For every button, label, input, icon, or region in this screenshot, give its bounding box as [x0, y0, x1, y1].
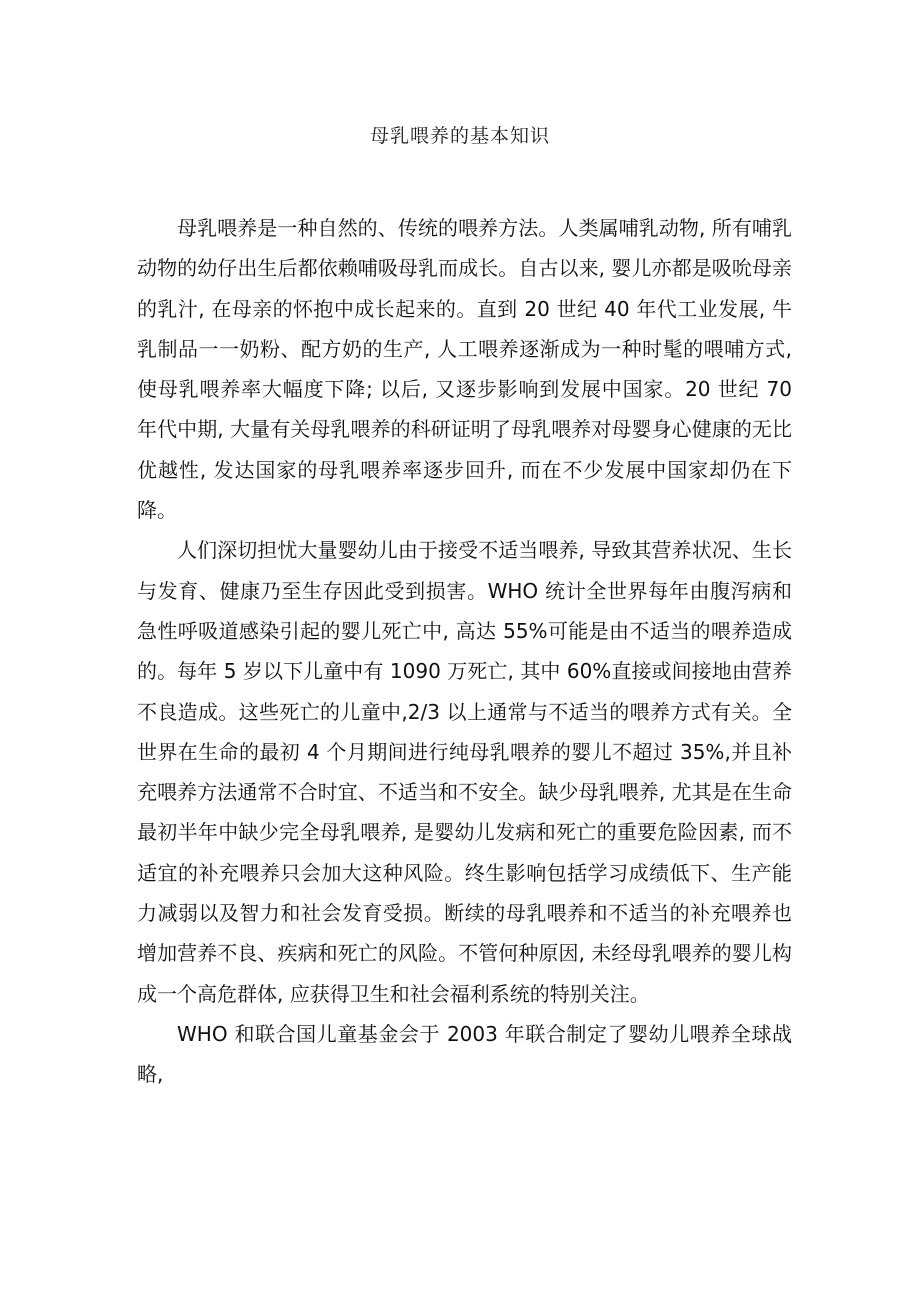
document-body	[137, 208, 792, 1095]
paragraph-global-strategy: WHO 和联合国儿童基金会于 2003 年联合制定了婴幼儿喂养全球战略,	[137, 1021, 792, 1087]
document-title: 母乳喂养的基本知识	[369, 125, 550, 147]
paragraph-risks: 人们深切担忧大量婴幼儿由于接受不适当喂养, 导致其营养状况、生长与发育、健康乃至生存因此受到损害。WHO 统计全世界每年由腹泻病和急性呼吸道感染引起的婴儿死亡中, 高达 55%可能是由不适当的喂养造成的。每年 5 岁以下儿童中有 1090 万死亡, 其中 60%直接或间接地由营养不良造成。这些死亡的儿童中,2/3 以上通常与不适当的喂养方式有关。全世界在生命的最初 4 个月期间进行纯母乳喂养的婴儿不超过 35%,并且补充喂养方法通常不合时宜、不适当和不安全。缺少母乳喂养, 尤其是在生命最初半年中缺少完全母乳喂养, 是婴幼儿发病和死亡的重要危险因素, 而不适宜的补充喂养只会加大这种风险。终生影响包括学习成绩低下、生产能力减弱以及智力和社会发育受损。断续的母乳喂养和不适当的补充喂养也增加营养不良、疾病和死亡的风险。不管何种原因, 未经母乳喂养的婴儿构成一个高危群体, 应获得卫生和社会福利系统的特别关注。	[137, 538, 792, 1006]
paragraph-history: 母乳喂养是一种自然的、传统的喂养方法。人类属哺乳动物, 所有哺乳动物的幼仔出生后都依赖哺吸母乳而成长。自古以来, 婴儿亦都是吸吮母亲的乳汁, 在母亲的怀抱中成长起来的。直到 20 世纪 40 年代工业发展, 牛乳制品一一奶粉、配方奶的生产, 人工喂养逐渐成为一种时髦的喂哺方式, 使母乳喂养率大幅度下降; 以后, 又逐步影响到发展中国家。20 世纪 70 年代中期, 大量有关母乳喂养的科研证明了母乳喂养对母婴身心健康的无比优越性, 发达国家的母乳喂养率逐步回升, 而在不少发展中国家却仍在下降。	[137, 216, 792, 523]
